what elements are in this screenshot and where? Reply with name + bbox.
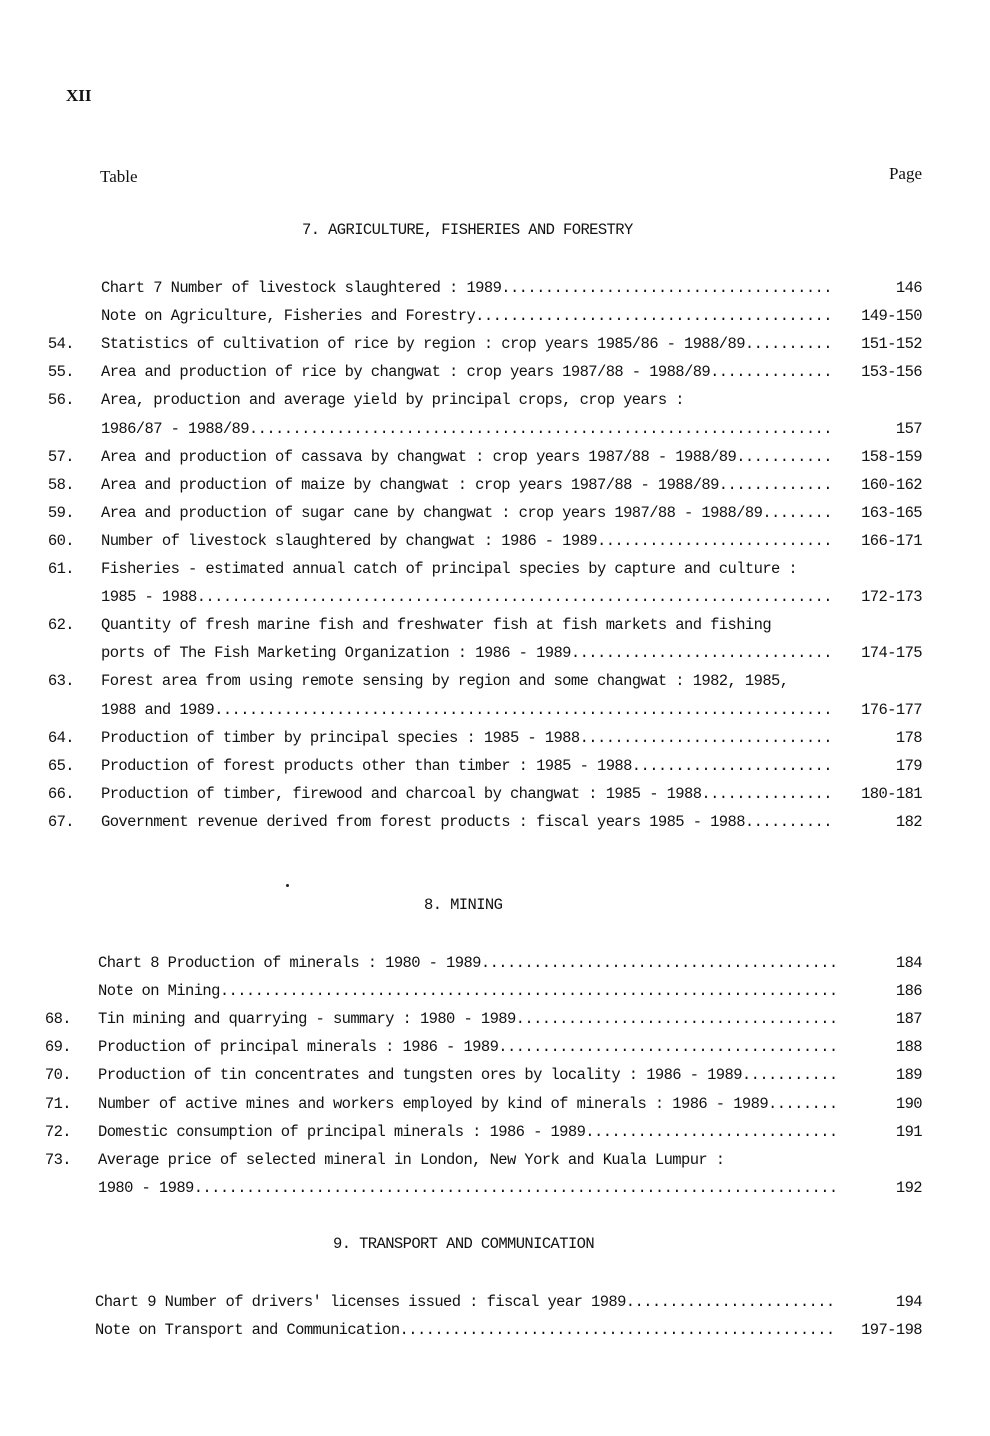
table-number: 58. (47, 475, 74, 494)
entry-title: Chart 8 Production of minerals : 1980 - 1989......................................... (98, 954, 838, 972)
table-number: 72. (44, 1122, 71, 1141)
page-reference: 178 (895, 728, 922, 747)
table-number: 64. (47, 728, 74, 747)
entry-title: Note on Transport and Communication.................................................. (95, 1321, 835, 1340)
entry-title: 1985 - 1988......................................................................... (101, 588, 832, 607)
page-reference: 184 (895, 954, 922, 972)
toc-entry-line (0, 585, 990, 609)
entry-title: Number of livestock slaughtered by changwat : 1986 - 1989........................... (101, 531, 832, 550)
toc-entry-line (0, 754, 990, 778)
entry-title: Note on Mining....................................................................... (98, 982, 838, 1001)
toc-entry-line (0, 810, 990, 834)
stray-mark (286, 884, 289, 887)
page-reference: 180-181 (861, 784, 922, 803)
entry-title: Area and production of rice by changwat : crop years 1987/88 - 1988/89.............. (101, 363, 832, 382)
toc-entry-line (0, 641, 990, 665)
entry-title: Production of timber, firewood and charcoal by changwat : 1985 - 1988............... (101, 784, 832, 803)
page-reference: 186 (895, 982, 922, 1001)
toc-entry-line (0, 1035, 990, 1059)
table-number: 56. (47, 391, 74, 410)
entry-title: Number of active mines and workers employed by kind of minerals : 1986 - 1989........ (98, 1094, 838, 1113)
entry-title: Area and production of cassava by changwat : crop years 1987/88 - 1988/89........... (101, 447, 832, 466)
table-number: 71. (44, 1094, 71, 1113)
page-reference: 172-173 (861, 588, 922, 607)
entry-title: Average price of selected mineral in London, New York and Kuala Lumpur : (98, 1150, 725, 1169)
toc-entry-line (0, 979, 990, 1003)
toc-entry-line (0, 1063, 990, 1087)
page-reference: 149-150 (861, 307, 922, 326)
entry-title: Quantity of fresh marine fish and freshwater fish at fish markets and fishing (101, 616, 772, 635)
page-reference: 176-177 (861, 700, 922, 719)
page-reference: 187 (895, 1010, 922, 1029)
page-reference: 174-175 (861, 644, 922, 663)
entry-title: Production of timber by principal species : 1985 - 1988............................. (101, 728, 832, 747)
toc-entry-line (0, 951, 990, 975)
toc-entry-line (0, 782, 990, 806)
toc-entry-line (0, 669, 990, 693)
page-reference: 158-159 (861, 447, 922, 466)
toc-entry-line (0, 698, 990, 722)
entry-title: Chart 9 Number of drivers' licenses issued : fiscal year 1989........................ (95, 1293, 835, 1311)
toc-entry-line (0, 529, 990, 553)
table-number: 68. (44, 1010, 71, 1029)
toc-entry-line (0, 1176, 990, 1200)
toc-entry-line (0, 726, 990, 750)
table-number: 61. (47, 560, 74, 578)
section-title: 8. MINING (424, 896, 503, 914)
entry-title: Area and production of sugar cane by changwat : crop years 1987/88 - 1988/89........ (101, 503, 832, 522)
entry-title: ports of The Fish Marketing Organization : 1986 - 1989.............................. (101, 644, 832, 663)
table-number: 57. (47, 447, 74, 466)
toc-entry-line (0, 557, 990, 581)
toc-entry-line (0, 613, 990, 637)
toc-entry-line (0, 332, 990, 356)
entry-title: Production of principal minerals : 1986 - 1989....................................... (98, 1038, 838, 1057)
page-reference: 160-162 (861, 475, 922, 494)
toc-entry-line (0, 1120, 990, 1144)
table-number: 73. (44, 1150, 71, 1169)
table-number: 70. (44, 1066, 71, 1085)
toc-entry-line (0, 304, 990, 328)
table-number: 62. (47, 616, 74, 635)
table-number: 54. (47, 335, 74, 354)
toc-entry-line (0, 360, 990, 384)
page-reference: 179 (895, 756, 922, 775)
page-reference: 192 (895, 1178, 922, 1197)
page-reference: 194 (895, 1293, 922, 1311)
page-reference: 188 (895, 1038, 922, 1057)
toc-entry-line (0, 1148, 990, 1172)
entry-title: 1988 and 1989....................................................................... (101, 700, 832, 719)
toc-entry-line (0, 417, 990, 441)
entry-title: Domestic consumption of principal minerals : 1986 - 1989............................. (98, 1122, 838, 1141)
entry-title: Fisheries - estimated annual catch of principal species by capture and culture : (101, 560, 798, 578)
entry-title: Area, production and average yield by principal crops, crop years : (101, 391, 685, 410)
entry-title: Statistics of cultivation of rice by region : crop years 1985/86 - 1988/89.......... (101, 335, 832, 354)
toc-entry-line (0, 445, 990, 469)
page-reference: 163-165 (861, 503, 922, 522)
toc-entry-line (0, 501, 990, 525)
page-number: XII (66, 86, 92, 105)
table-number: 60. (47, 531, 74, 550)
page-reference: 146 (895, 279, 922, 297)
toc-entry-line (0, 1318, 990, 1342)
entry-title: Production of tin concentrates and tungsten ores by locality : 1986 - 1989........... (98, 1066, 838, 1085)
table-number: 67. (47, 812, 74, 831)
entry-title: 1986/87 - 1988/89................................................................... (101, 419, 832, 438)
entry-title: Production of forest products other than timber : 1985 - 1988....................... (101, 756, 832, 775)
entry-title: Forest area from using remote sensing by region and some changwat : 1982, 1985, (101, 672, 789, 691)
page-reference: 153-156 (861, 363, 922, 382)
table-number: 65. (47, 756, 74, 775)
toc-entry-line (0, 1092, 990, 1116)
page-reference: 166-171 (861, 531, 922, 550)
table-number: 66. (47, 784, 74, 803)
toc-entry-line (0, 473, 990, 497)
entry-title: Government revenue derived from forest products : fiscal years 1985 - 1988.......... (101, 812, 832, 831)
section-title: 7. AGRICULTURE, FISHERIES AND FORESTRY (302, 221, 633, 239)
entry-title: Note on Agriculture, Fisheries and Forestry......................................... (101, 307, 832, 326)
entry-title: Tin mining and quarrying - summary : 1980 - 1989..................................... (98, 1010, 838, 1029)
page-reference: 197-198 (861, 1321, 922, 1340)
page-reference: 190 (895, 1094, 922, 1113)
table-number: 59. (47, 503, 74, 522)
page-reference: 189 (895, 1066, 922, 1085)
page-reference: 157 (895, 419, 922, 438)
page-reference: 182 (895, 812, 922, 831)
page-reference: 151-152 (861, 335, 922, 354)
section-title: 9. TRANSPORT AND COMMUNICATION (333, 1235, 595, 1253)
table-column-header: Table (100, 167, 138, 186)
toc-entry-line (0, 1290, 990, 1314)
table-number: 63. (47, 672, 74, 691)
table-number: 55. (47, 363, 74, 382)
page-column-header: Page (888, 164, 922, 183)
toc-entry-line (0, 1007, 990, 1031)
entry-title: Area and production of maize by changwat : crop years 1987/88 - 1988/89............. (101, 475, 832, 494)
table-number: 69. (44, 1038, 71, 1057)
entry-title: 1980 - 1989.......................................................................... (98, 1178, 838, 1197)
page-reference: 191 (895, 1122, 922, 1141)
entry-title: Chart 7 Number of livestock slaughtered : 1989...................................... (101, 279, 832, 297)
toc-entry-line (0, 276, 990, 300)
toc-entry-line (0, 388, 990, 412)
